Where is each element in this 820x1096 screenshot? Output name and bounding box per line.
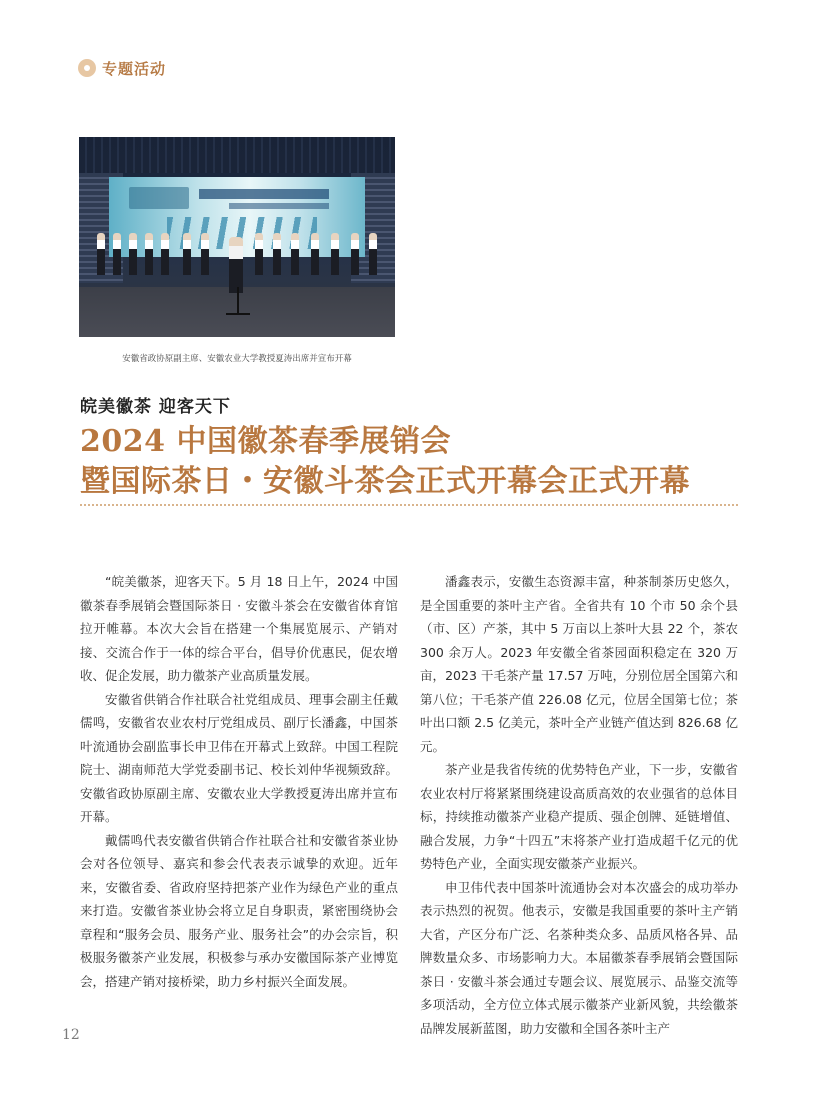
photo-person <box>255 233 263 275</box>
photo-person <box>273 233 281 275</box>
photo-screen-text <box>199 189 329 199</box>
photo-person <box>113 233 121 275</box>
article-column-left <box>80 570 398 993</box>
paragraph: 潘鑫表示，安徽生态资源丰富，种茶制茶历史悠久，是全国重要的茶叶主产省。全省共有 10 个市 50 余个县（市、区）产茶，其中 5 万亩以上茶叶大县 22 个，茶农 300 余万人。2023 年安徽全省茶园面积稳定在 320 万亩，2023 干毛茶产量 17.57 万吨，分别位居全国第六和第八位；干毛茶产值 226.08 亿元，位居全国第七位；茶叶出口额 2.5 亿美元，茶叶全产业链产值达到 826.68 亿元。 <box>420 574 738 754</box>
leaf-circle-icon <box>78 59 96 77</box>
photo-person <box>351 233 359 275</box>
paragraph: 安徽省供销合作社联合社党组成员、理事会副主任戴儒鸣，安徽省农业农村厅党组成员、副厅长潘鑫，中国茶叶流通协会副监事长申卫伟在开幕式上致辞。中国工程院院士、湖南师范大学党委副书记、校长刘仲华视频致辞。安徽省政协原副主席、安徽农业大学教授夏涛出席并宣布开幕。 <box>80 691 398 824</box>
photo-person <box>183 233 191 275</box>
photo-person <box>97 233 105 275</box>
photo-ceiling <box>79 137 395 173</box>
photo-speaker <box>229 237 243 293</box>
paragraph: 戴儒鸣代表安徽省供销合作社联合社和安徽省茶业协会对各位领导、嘉宾和参会代表表示诚挚的欢迎。近年来，安徽省委、省政府坚持把茶产业作为绿色产业的重点来打造。安徽省茶业协会将立足自身职责，紧密围绕协会章程和“服务会员、服务产业、服务社会”的办会宗旨，积极服务徽茶产业发展，积极参与承办安徽国际茶产业博览会，搭建产销对接桥梁，助力乡村振兴全面发展。 <box>80 832 398 989</box>
page-number: 12 <box>62 1027 80 1043</box>
photo-screen-subtext <box>229 203 329 209</box>
microphone-base-icon <box>226 313 250 315</box>
photo-person <box>129 233 137 275</box>
photo-person <box>201 233 209 275</box>
photo-person <box>291 233 299 275</box>
photo-screen-logo <box>129 187 189 209</box>
section-title: 专题活动 <box>102 59 167 78</box>
photo-person <box>311 233 319 275</box>
microphone-stand-icon <box>237 287 239 315</box>
photo-person <box>161 233 169 275</box>
article-headline <box>80 422 690 502</box>
photo-person <box>145 233 153 275</box>
paragraph: 茶产业是我省传统的优势特色产业，下一步，安徽省农业农村厅将紧紧围绕建设高质高效的农业强省的总体目标，持续推动徽茶产业稳产提质、强企创牌、延链增值、融合发展，力争“十四五”末将茶产业打造成超千亿元的优势特色产业，全面实现安徽茶产业振兴。 <box>420 762 738 871</box>
photo-caption: 安徽省政协原副主席、安徽农业大学教授夏涛出席并宣布开幕 <box>122 354 352 364</box>
section-header <box>78 56 166 80</box>
dotted-divider <box>80 504 738 506</box>
headline-line-2: 暨国际茶日・安徽斗茶会正式开幕会正式开幕 <box>80 464 690 499</box>
paragraph: 申卫伟代表中国茶叶流通协会对本次盛会的成功举办表示热烈的祝贺。他表示，安徽是我国重要的茶叶主产销大省，产区分布广泛、名茶种类众多、品质风格各异、品牌数量众多、市场影响力大。本届徽茶春季展销会暨国际茶日 · 安徽斗茶会通过专题会议、展览展示、品鉴交流等多项活动，全方位立体式展示徽茶产业新风貌，共绘徽茶品牌发展新蓝图，助力安徽和全国各茶叶主产 <box>420 879 738 1036</box>
photo-person <box>369 233 377 275</box>
article-column-right <box>420 570 738 1040</box>
paragraph: “皖美徽茶，迎客天下。5 月 18 日上午，2024 中国徽茶春季展销会暨国际茶日 · 安徽斗茶会在安徽省体育馆拉开帷幕。本次大会旨在搭建一个集展览展示、产销对接、交流合作于一体的综合平台，倡导价优惠民，促农增收、促企发展，助力徽茶产业高质量发展。 <box>80 574 398 683</box>
headline-line-1: 2024 中国徽茶春季展销会 <box>80 424 451 459</box>
event-photo <box>79 137 395 337</box>
photo-person <box>331 233 339 275</box>
article-kicker: 皖美徽茶 迎客天下 <box>80 397 231 417</box>
